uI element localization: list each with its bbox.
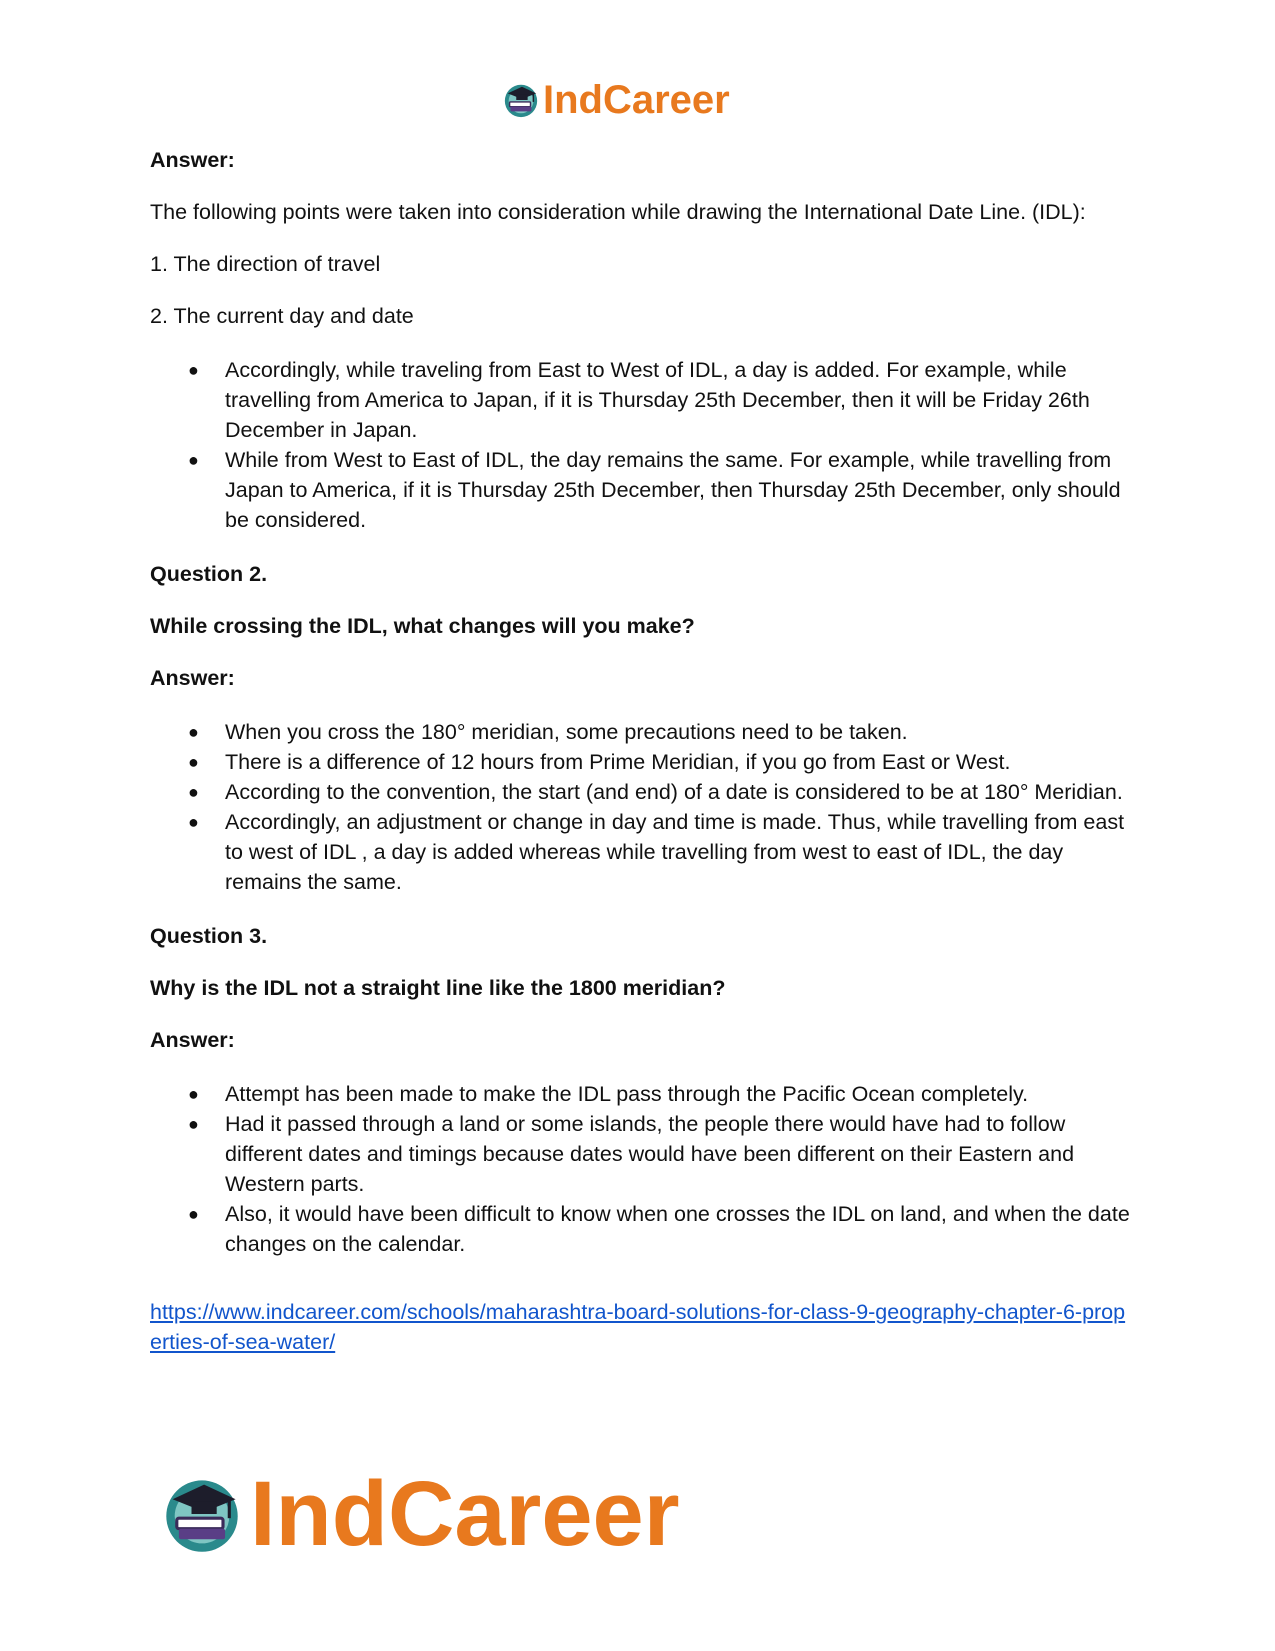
graduation-book-globe-icon bbox=[502, 81, 540, 119]
list-item: ● There is a difference of 12 hours from Prime Meridian, if you go from East or West. bbox=[150, 747, 1130, 777]
footer-logo bbox=[160, 1463, 680, 1565]
numbered-point-2: 2. The current day and date bbox=[150, 304, 414, 328]
answer-heading-2: Answer: bbox=[150, 666, 235, 690]
graduation-book-globe-icon bbox=[160, 1472, 244, 1556]
list-item: ● Accordingly, an adjustment or change in day and time is made. Thus, while travelling from east to west of IDL , a day is added whereas while travelling from west to east of IDL, the day remains the same. bbox=[150, 807, 1130, 897]
bullet-icon: ● bbox=[188, 782, 199, 802]
list-item: ● According to the convention, the start (and end) of a date is considered to be at 180° Meridian. bbox=[150, 777, 1130, 807]
question-3-label: Question 3. bbox=[150, 924, 268, 948]
question-2-label: Question 2. bbox=[150, 562, 268, 586]
bullet-icon: ● bbox=[188, 752, 199, 772]
bullet-icon: ● bbox=[188, 450, 199, 470]
answer2-bullet-list bbox=[150, 717, 1130, 897]
question-2-text: While crossing the IDL, what changes will you make? bbox=[150, 614, 695, 638]
numbered-point-1: 1. The direction of travel bbox=[150, 252, 381, 276]
logo-wordmark: IndCareer bbox=[250, 1463, 680, 1565]
bullet-icon: ● bbox=[188, 1114, 199, 1134]
bullet-icon: ● bbox=[188, 722, 199, 742]
logo-wordmark: IndCareer bbox=[543, 78, 730, 122]
answer-heading-1: Answer: bbox=[150, 148, 235, 172]
main-content bbox=[150, 145, 1130, 1357]
list-item: ● Accordingly, while traveling from East to West of IDL, a day is added. For example, while travelling from America to Japan, if it is Thursday 25th December, then it will be Friday 26th December in Japan. bbox=[150, 355, 1130, 445]
bullet-icon: ● bbox=[188, 360, 199, 380]
source-link[interactable]: https://www.indcareer.com/schools/maharashtra-board-solutions-for-class-9-geography-chapter-6-properties-of-sea-water/ bbox=[150, 1300, 1126, 1354]
answer-intro: The following points were taken into consideration while drawing the International Date Line. (IDL): bbox=[150, 200, 1086, 224]
list-item: ● When you cross the 180° meridian, some precautions need to be taken. bbox=[150, 717, 1130, 747]
header-logo bbox=[502, 80, 730, 120]
question-3-text: Why is the IDL not a straight line like the 1800 meridian? bbox=[150, 976, 726, 1000]
answer3-bullet-list bbox=[150, 1079, 1130, 1259]
bullet-icon: ● bbox=[188, 1204, 199, 1224]
list-item: ● Had it passed through a land or some islands, the people there would have had to follow different dates and timings because dates would have been different on their Eastern and Western parts. bbox=[150, 1109, 1130, 1199]
answer1-bullet-list bbox=[150, 355, 1130, 535]
list-item: ● While from West to East of IDL, the day remains the same. For example, while travelling from Japan to America, if it is Thursday 25th December, then Thursday 25th December, only should be considered. bbox=[150, 445, 1130, 535]
list-item: ● Attempt has been made to make the IDL pass through the Pacific Ocean completely. bbox=[150, 1079, 1130, 1109]
bullet-icon: ● bbox=[188, 812, 199, 832]
bullet-icon: ● bbox=[188, 1084, 199, 1104]
answer-heading-3: Answer: bbox=[150, 1028, 235, 1052]
list-item: ● Also, it would have been difficult to know when one crosses the IDL on land, and when the date changes on the calendar. bbox=[150, 1199, 1130, 1259]
